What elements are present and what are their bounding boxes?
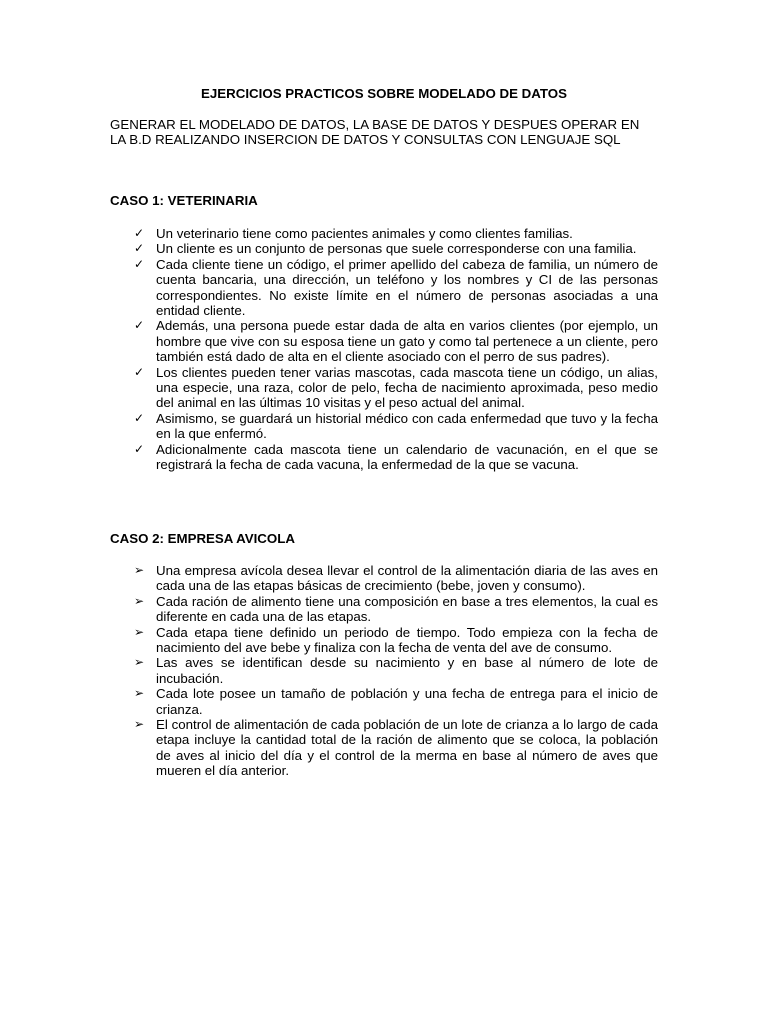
case1-list-item-text: Un veterinario tiene como pacientes animales y como clientes familias. bbox=[156, 226, 573, 241]
case2-list-item bbox=[134, 594, 658, 625]
case2-list-item bbox=[134, 717, 658, 779]
arrowhead-bullet-icon: ➢ bbox=[134, 624, 145, 639]
check-mark-icon: ✓ bbox=[134, 318, 145, 333]
case2-list-item bbox=[134, 563, 658, 594]
case2-heading: CASO 2: EMPRESA AVICOLA bbox=[110, 531, 295, 546]
case1-list bbox=[134, 226, 658, 473]
document-intro: GENERAR EL MODELADO DE DATOS, LA BASE DE DATOS Y DESPUES OPERAR EN LA B.D REALIZANDO INSERCION DE DATOS Y CONSULTAS CON LENGUAJE SQL bbox=[110, 117, 640, 148]
check-mark-icon: ✓ bbox=[134, 441, 145, 456]
case2-list-item-text: El control de alimentación de cada población de un lote de crianza a lo largo de cada etapa incluye la cantidad total de la ración de alimento que se coloca, la población de aves al inicio del día y el control de la merma en base al número de aves que mueren el día anterior. bbox=[156, 717, 658, 779]
check-mark-icon: ✓ bbox=[134, 226, 145, 240]
arrowhead-bullet-icon: ➢ bbox=[134, 563, 145, 577]
case1-list-item bbox=[134, 241, 658, 256]
case1-heading: CASO 1: VETERINARIA bbox=[110, 193, 258, 208]
case2-list-item-text: Cada ración de alimento tiene una composición en base a tres elementos, la cual es diferente en cada una de las etapas. bbox=[156, 593, 658, 625]
case1-list-item bbox=[134, 365, 658, 411]
case1-list-item bbox=[134, 442, 658, 473]
check-mark-icon: ✓ bbox=[134, 241, 145, 256]
case1-list-item-text: Los clientes pueden tener varias mascotas, cada mascota tiene un código, un alias, una especie, una raza, color de pelo, fecha de nacimiento aproximada, peso medio del animal en las últimas 10 visitas y el peso actual del animal. bbox=[156, 364, 658, 411]
case1-list-item bbox=[134, 226, 658, 241]
check-mark-icon: ✓ bbox=[134, 256, 145, 271]
case2-list-item-text: Una empresa avícola desea llevar el control de la alimentación diaria de las aves en cada una de las etapas básicas de crecimiento (bebe, joven y consumo). bbox=[156, 563, 658, 594]
arrowhead-bullet-icon: ➢ bbox=[134, 655, 145, 670]
case2-list-item bbox=[134, 655, 658, 686]
case2-list-item-text: Cada etapa tiene definido un periodo de tiempo. Todo empieza con la fecha de nacimiento del ave bebe y finaliza con la fecha de venta del ave de consumo. bbox=[156, 624, 658, 656]
arrowhead-bullet-icon: ➢ bbox=[134, 717, 145, 732]
check-mark-icon: ✓ bbox=[134, 364, 145, 379]
case2-list-item bbox=[134, 686, 658, 717]
case1-list-item bbox=[134, 318, 658, 364]
case1-list-item-text: Asimismo, se guardará un historial médico con cada enfermedad que tuvo y la fecha en la que enfermó. bbox=[156, 410, 658, 442]
document-title: EJERCICIOS PRACTICOS SOBRE MODELADO DE DATOS bbox=[201, 86, 567, 101]
case2-list-item-text: Las aves se identifican desde su nacimiento y en base al número de lote de incubación. bbox=[156, 655, 658, 686]
case2-list-item-text: Cada lote posee un tamaño de población y una fecha de entrega para el inicio de crianza. bbox=[156, 686, 658, 717]
case1-list-item-text: Además, una persona puede estar dada de alta en varios clientes (por ejemplo, un hombre que vive con su esposa tiene un gato y como tal pertenece a un cliente, pero también está dado de alta en el cliente asociado con el perro de sus padres). bbox=[156, 318, 658, 365]
case1-list-item-text: Un cliente es un conjunto de personas que suele corresponderse con una familia. bbox=[156, 241, 637, 257]
arrowhead-bullet-icon: ➢ bbox=[134, 686, 145, 701]
case1-list-item-text: Adicionalmente cada mascota tiene un calendario de vacunación, en el que se registrará la fecha de cada vacuna, la enfermedad de la que se vacuna. bbox=[156, 441, 658, 473]
arrowhead-bullet-icon: ➢ bbox=[134, 593, 145, 608]
case1-list-item bbox=[134, 411, 658, 442]
case2-list bbox=[134, 563, 658, 779]
case1-list-item-text: Cada cliente tiene un código, el primer apellido del cabeza de familia, un número de cuenta bancaria, una dirección, un teléfono y los nombres y CI de las personas correspondientes. No existe límite en el número de personas asociadas a una entidad cliente. bbox=[156, 256, 658, 319]
case2-list-item bbox=[134, 625, 658, 656]
check-mark-icon: ✓ bbox=[134, 410, 145, 425]
case1-list-item bbox=[134, 257, 658, 319]
